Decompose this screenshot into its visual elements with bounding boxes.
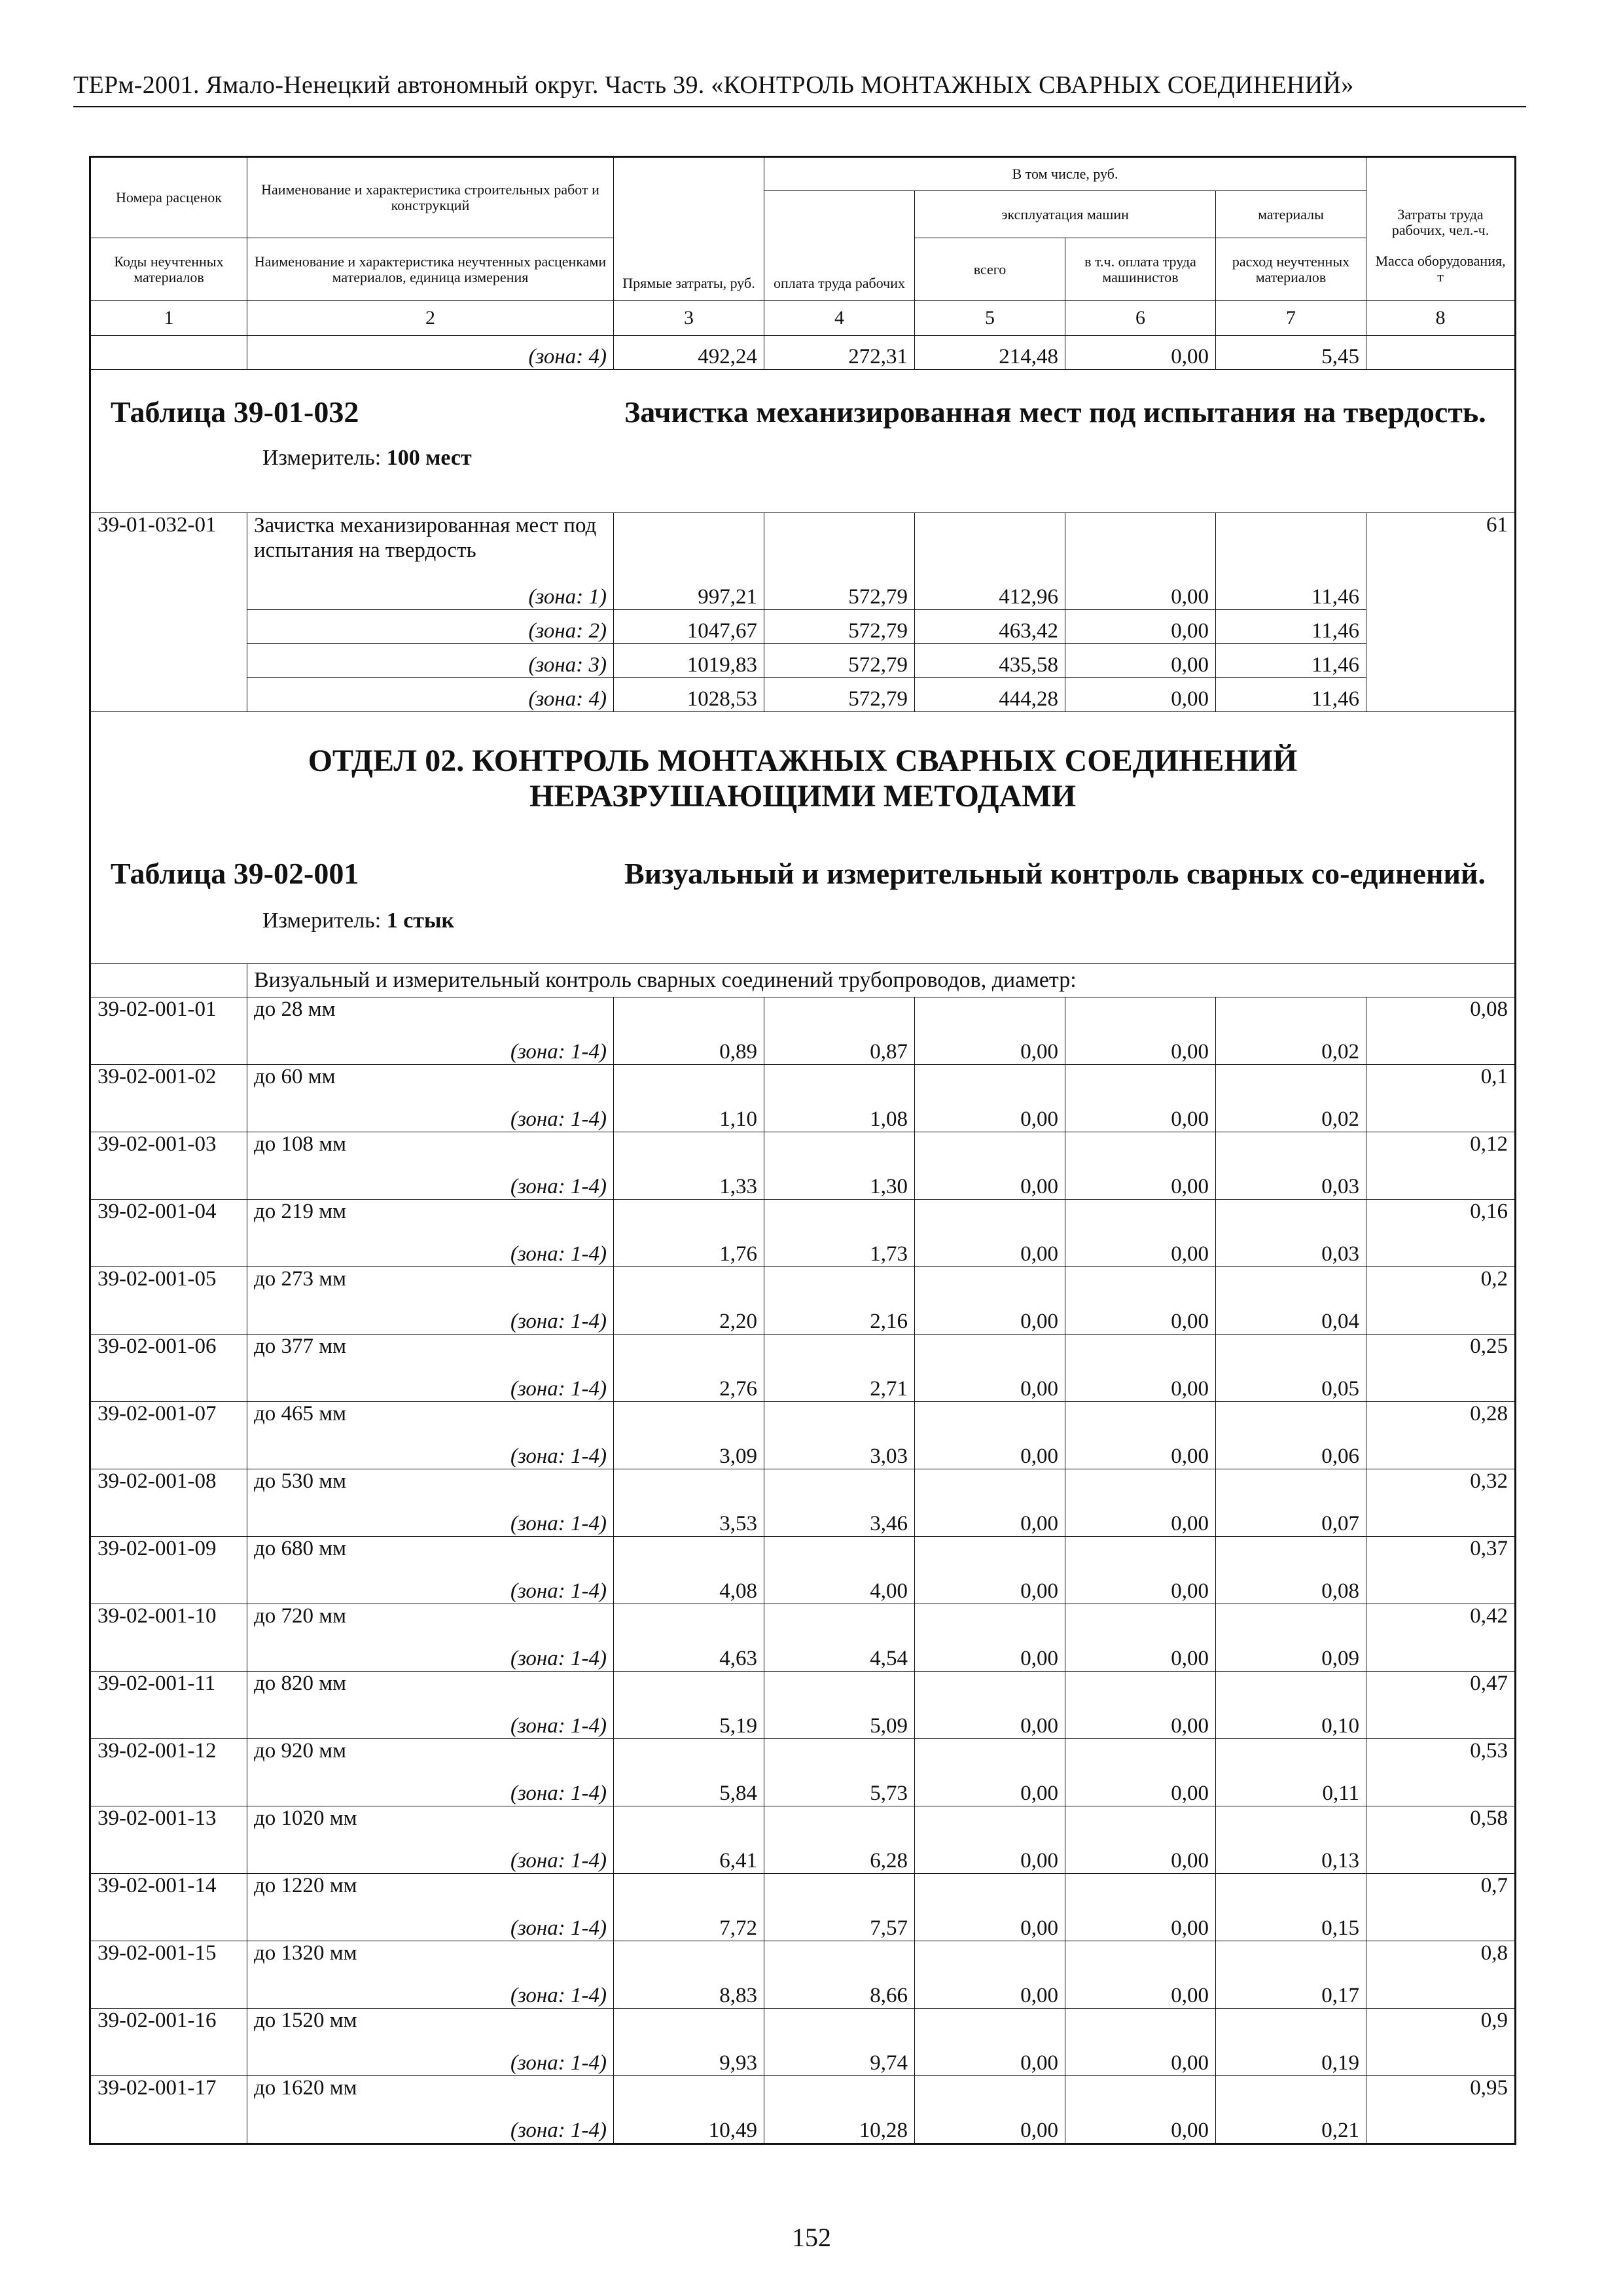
zone-row — [90, 1435, 1516, 1469]
item-row — [90, 1806, 1516, 1840]
zone-label: (зона: 4) — [247, 677, 614, 711]
materials-cost: 0,02 — [1216, 1098, 1366, 1132]
labor-hours: 0,32 — [1366, 1469, 1516, 1503]
item-code: 39-02-001-03 — [90, 1132, 247, 1166]
table-39-01-032-header — [90, 370, 1516, 513]
machines-cost: 0,00 — [915, 1570, 1065, 1604]
labor-cost: 4,54 — [764, 1638, 915, 1672]
item-code: 39-02-001-04 — [90, 1199, 247, 1233]
labor-hours: 0,1 — [1366, 1064, 1516, 1098]
labor-hours: 0,53 — [1366, 1738, 1516, 1772]
machines-cost: 214,48 — [915, 336, 1065, 370]
col7-header-top: материалы — [1216, 191, 1366, 238]
col6-header: в т.ч. оплата труда машинистов — [1065, 238, 1216, 301]
item-name: до 377 мм — [247, 1334, 614, 1368]
operators-cost: 0,00 — [1065, 336, 1216, 370]
item-row — [90, 1064, 1516, 1098]
direct-cost: 1028,53 — [614, 677, 764, 711]
operators-cost: 0,00 — [1065, 1975, 1216, 2009]
operators-cost: 0,00 — [1065, 1907, 1216, 1941]
measure-value: 1 стык — [386, 908, 455, 933]
item-row — [90, 1469, 1516, 1503]
col4-header: оплата труда рабочих — [764, 191, 915, 301]
machines-cost: 0,00 — [915, 1907, 1065, 1941]
materials-cost: 0,05 — [1216, 1368, 1366, 1402]
zone-label: (зона: 1-4) — [247, 1233, 614, 1267]
machines-cost: 0,00 — [915, 1368, 1065, 1402]
machines-cost: 0,00 — [915, 1705, 1065, 1739]
item-name: до 720 мм — [247, 1604, 614, 1638]
operators-cost: 0,00 — [1065, 1772, 1216, 1806]
operators-cost: 0,00 — [1065, 1705, 1216, 1739]
materials-cost: 11,46 — [1216, 609, 1366, 643]
price-table — [89, 156, 1516, 2145]
labor-cost: 6,28 — [764, 1840, 915, 1874]
machines-cost: 0,00 — [915, 1772, 1065, 1806]
labor-hours: 0,12 — [1366, 1132, 1516, 1166]
zone-label: (зона: 1-4) — [247, 1772, 614, 1806]
materials-cost: 11,46 — [1216, 576, 1366, 610]
direct-cost: 0,89 — [614, 1031, 764, 1065]
zone-label: (зона: 1-4) — [247, 1907, 614, 1941]
operators-cost: 0,00 — [1065, 1840, 1216, 1874]
materials-cost: 0,17 — [1216, 1975, 1366, 2009]
subheader-text: Визуальный и измерительный контроль сварных соединений трубопроводов, диаметр: — [247, 963, 1516, 997]
labor-cost: 2,71 — [764, 1368, 915, 1402]
labor-cost: 7,57 — [764, 1907, 915, 1941]
item-row — [90, 1738, 1516, 1772]
labor-hours: 0,37 — [1366, 1536, 1516, 1570]
materials-cost: 0,19 — [1216, 2042, 1366, 2076]
column-number: 8 — [1366, 301, 1516, 336]
table-39-02-001-body — [90, 997, 1516, 2144]
item-row — [90, 997, 1516, 1031]
measure-label: Измеритель: — [262, 908, 382, 933]
col1-header-bottom: Коды неучтенных материалов — [90, 238, 247, 301]
zone-row — [90, 643, 1516, 677]
col7-header-bottom: расход неучтенных материалов — [1216, 238, 1366, 301]
labor-hours: 0,28 — [1366, 1401, 1516, 1435]
labor-cost: 572,79 — [764, 643, 915, 677]
item-name: до 1220 мм — [247, 1873, 614, 1907]
zone-label: (зона: 1-4) — [247, 1975, 614, 2009]
item-code: 39-02-001-06 — [90, 1334, 247, 1368]
machines-cost: 0,00 — [915, 1166, 1065, 1200]
zone-row — [90, 1300, 1516, 1335]
operators-cost: 0,00 — [1065, 576, 1216, 610]
measure-label: Измеритель: — [262, 446, 382, 470]
labor-hours: 0,9 — [1366, 2008, 1516, 2042]
machines-cost: 0,00 — [915, 2109, 1065, 2144]
direct-cost: 1019,83 — [614, 643, 764, 677]
item-code: 39-02-001-13 — [90, 1806, 247, 1840]
item-row — [90, 1401, 1516, 1435]
item-name: до 465 мм — [247, 1401, 614, 1435]
item-name: до 920 мм — [247, 1738, 614, 1772]
item-row — [90, 513, 1516, 576]
column-number: 6 — [1065, 301, 1216, 336]
item-code: 39-02-001-02 — [90, 1064, 247, 1098]
carry-over-row — [90, 336, 1516, 370]
col3-header: Прямые затраты, руб. — [614, 157, 764, 301]
column-number: 3 — [614, 301, 764, 336]
column-number: 1 — [90, 301, 247, 336]
labor-cost: 572,79 — [764, 576, 915, 610]
col2-header-top: Наименование и характеристика строительных работ и конструкций — [247, 157, 614, 238]
zone-label: (зона: 1-4) — [247, 1503, 614, 1537]
labor-hours: 61 — [1366, 513, 1516, 576]
materials-cost: 11,46 — [1216, 677, 1366, 711]
zone-row — [90, 2042, 1516, 2076]
materials-cost: 11,46 — [1216, 643, 1366, 677]
operators-cost: 0,00 — [1065, 1233, 1216, 1267]
operators-cost: 0,00 — [1065, 1638, 1216, 1672]
labor-cost: 1,73 — [764, 1233, 915, 1267]
labor-cost: 8,66 — [764, 1975, 915, 2009]
item-row — [90, 2008, 1516, 2042]
materials-cost: 0,11 — [1216, 1772, 1366, 1806]
labor-cost: 5,09 — [764, 1705, 915, 1739]
zone-label: (зона: 2) — [247, 609, 614, 643]
zone-row — [90, 576, 1516, 610]
machines-cost: 0,00 — [915, 2042, 1065, 2076]
zone-label: (зона: 1-4) — [247, 1705, 614, 1739]
zone-row — [90, 1772, 1516, 1806]
included-header: В том числе, руб. — [764, 157, 1366, 191]
direct-cost: 1,76 — [614, 1233, 764, 1267]
item-name: до 60 мм — [247, 1064, 614, 1098]
item-name: до 820 мм — [247, 1671, 614, 1705]
labor-cost: 10,28 — [764, 2109, 915, 2144]
materials-cost: 0,09 — [1216, 1638, 1366, 1672]
operators-cost: 0,00 — [1065, 1166, 1216, 1200]
direct-cost: 10,49 — [614, 2109, 764, 2144]
machines-cost: 412,96 — [915, 576, 1065, 610]
materials-cost: 0,03 — [1216, 1166, 1366, 1200]
item-code: 39-02-001-09 — [90, 1536, 247, 1570]
item-name: до 28 мм — [247, 997, 614, 1031]
machines-cost: 0,00 — [915, 1098, 1065, 1132]
materials-cost: 0,02 — [1216, 1031, 1366, 1065]
measure-line — [262, 446, 1495, 471]
zone-label: (зона: 1-4) — [247, 1570, 614, 1604]
labor-cost: 5,73 — [764, 1772, 915, 1806]
labor-hours: 0,08 — [1366, 997, 1516, 1031]
zone-label: (зона: 1-4) — [247, 1031, 614, 1065]
zone-row — [90, 677, 1516, 711]
operators-cost: 0,00 — [1065, 2042, 1216, 2076]
zone-row — [90, 1975, 1516, 2009]
item-row — [90, 1199, 1516, 1233]
machines-cost: 0,00 — [915, 1031, 1065, 1065]
column-number: 7 — [1216, 301, 1366, 336]
operators-cost: 0,00 — [1065, 677, 1216, 711]
col8-header-top: Затраты труда рабочих, чел.-ч. — [1366, 157, 1516, 238]
zone-row — [90, 1907, 1516, 1941]
item-code: 39-02-001-12 — [90, 1738, 247, 1772]
item-code: 39-02-001-17 — [90, 2075, 247, 2109]
subheader-row — [90, 963, 1516, 997]
labor-cost: 572,79 — [764, 609, 915, 643]
zone-label: (зона: 1) — [247, 576, 614, 610]
item-name: до 273 мм — [247, 1266, 614, 1300]
labor-cost: 3,03 — [764, 1435, 915, 1469]
operators-cost: 0,00 — [1065, 2109, 1216, 2144]
zone-label: (зона: 1-4) — [247, 1638, 614, 1672]
zone-label: (зона: 3) — [247, 643, 614, 677]
machines-cost: 444,28 — [915, 677, 1065, 711]
zone-label: (зона: 1-4) — [247, 1300, 614, 1335]
labor-hours: 0,58 — [1366, 1806, 1516, 1840]
direct-cost: 1,10 — [614, 1098, 764, 1132]
zone-row — [90, 609, 1516, 643]
item-row — [90, 1536, 1516, 1570]
item-row — [90, 1132, 1516, 1166]
zone-label: (зона: 1-4) — [247, 1166, 614, 1200]
zone-row — [90, 1031, 1516, 1065]
zone-label: (зона: 1-4) — [247, 1435, 614, 1469]
machines-cost: 0,00 — [915, 1503, 1065, 1537]
page-header: ТЕРм-2001. Ямало-Ненецкий автономный округ. Часть 39. «КОНТРОЛЬ МОНТАЖНЫХ СВАРНЫХ СОЕДИНЕНИЙ» — [73, 71, 1354, 99]
operators-cost: 0,00 — [1065, 643, 1216, 677]
item-code: 39-01-032-01 — [90, 513, 247, 576]
item-code: 39-02-001-07 — [90, 1401, 247, 1435]
materials-cost: 5,45 — [1216, 336, 1366, 370]
column-numbers — [90, 301, 1516, 336]
item-code: 39-02-001-14 — [90, 1873, 247, 1907]
machines-header: эксплуатация машин — [915, 191, 1216, 238]
item-code: 39-02-001-10 — [90, 1604, 247, 1638]
labor-cost: 1,30 — [764, 1166, 915, 1200]
labor-cost: 1,08 — [764, 1098, 915, 1132]
labor-cost: 4,00 — [764, 1570, 915, 1604]
operators-cost: 0,00 — [1065, 609, 1216, 643]
direct-cost: 5,84 — [614, 1772, 764, 1806]
item-code: 39-02-001-16 — [90, 2008, 247, 2042]
item-row — [90, 1334, 1516, 1368]
item-name: Зачистка механизированная мест под испытания на твердость — [247, 513, 614, 576]
zone-row — [90, 1638, 1516, 1672]
zone-label: (зона: 1-4) — [247, 2042, 614, 2076]
zone-row — [90, 1503, 1516, 1537]
labor-hours: 0,42 — [1366, 1604, 1516, 1638]
direct-cost: 1,33 — [614, 1166, 764, 1200]
zone-row — [90, 1368, 1516, 1402]
measure-value: 100 мест — [386, 446, 472, 470]
labor-hours: 0,95 — [1366, 2075, 1516, 2109]
operators-cost: 0,00 — [1065, 1098, 1216, 1132]
operators-cost: 0,00 — [1065, 1368, 1216, 1402]
item-name: до 1620 мм — [247, 2075, 614, 2109]
machines-cost: 463,42 — [915, 609, 1065, 643]
machines-cost: 0,00 — [915, 1975, 1065, 2009]
direct-cost: 7,72 — [614, 1907, 764, 1941]
direct-cost: 9,93 — [614, 2042, 764, 2076]
item-code: 39-02-001-15 — [90, 1941, 247, 1975]
section-title-line: НЕРАЗРУШАЮЩИМИ МЕТОДАМИ — [529, 778, 1076, 814]
zone-label: (зона: 1-4) — [247, 2109, 614, 2144]
labor-hours: 0,8 — [1366, 1941, 1516, 1975]
item-code: 39-02-001-05 — [90, 1266, 247, 1300]
table-title: Таблица 39-02-001 — [111, 856, 359, 890]
table-title: Таблица 39-01-032 — [111, 395, 359, 429]
table-description: Визуальный и измерительный контроль сварных со-единений. — [624, 856, 1486, 890]
materials-cost: 0,07 — [1216, 1503, 1366, 1537]
materials-cost: 0,03 — [1216, 1233, 1366, 1267]
materials-cost: 0,10 — [1216, 1705, 1366, 1739]
col2-header-bottom: Наименование и характеристика неучтенных расценками материалов, единица измерения — [247, 238, 614, 301]
zone-row — [90, 1570, 1516, 1604]
machines-cost: 435,58 — [915, 643, 1065, 677]
machines-cost: 0,00 — [915, 1300, 1065, 1335]
operators-cost: 0,00 — [1065, 1300, 1216, 1335]
item-row — [90, 1266, 1516, 1300]
materials-cost: 0,04 — [1216, 1300, 1366, 1335]
zone-label: (зона: 1-4) — [247, 1368, 614, 1402]
col5-header: всего — [915, 238, 1065, 301]
direct-cost: 3,09 — [614, 1435, 764, 1469]
zone-row — [90, 1166, 1516, 1200]
labor-hours: 0,16 — [1366, 1199, 1516, 1233]
labor-cost: 272,31 — [764, 336, 915, 370]
direct-cost: 6,41 — [614, 1840, 764, 1874]
direct-cost: 997,21 — [614, 576, 764, 610]
direct-cost: 3,53 — [614, 1503, 764, 1537]
labor-hours: 0,25 — [1366, 1334, 1516, 1368]
direct-cost: 4,63 — [614, 1638, 764, 1672]
column-number: 4 — [764, 301, 915, 336]
item-name: до 108 мм — [247, 1132, 614, 1166]
item-name: до 680 мм — [247, 1536, 614, 1570]
item-row — [90, 1873, 1516, 1907]
materials-cost: 0,06 — [1216, 1435, 1366, 1469]
header-rule — [73, 106, 1526, 107]
materials-cost: 0,21 — [1216, 2109, 1366, 2144]
labor-hours: 0,7 — [1366, 1873, 1516, 1907]
labor-cost: 572,79 — [764, 677, 915, 711]
zone-row — [90, 2109, 1516, 2144]
direct-cost: 492,24 — [614, 336, 764, 370]
item-code: 39-02-001-11 — [90, 1671, 247, 1705]
machines-cost: 0,00 — [915, 1233, 1065, 1267]
item-name: до 219 мм — [247, 1199, 614, 1233]
column-number: 5 — [915, 301, 1065, 336]
item-row — [90, 1671, 1516, 1705]
machines-cost: 0,00 — [915, 1840, 1065, 1874]
zone-label: (зона: 4) — [247, 336, 614, 370]
item-code: 39-02-001-01 — [90, 997, 247, 1031]
labor-hours: 0,47 — [1366, 1671, 1516, 1705]
operators-cost: 0,00 — [1065, 1031, 1216, 1065]
direct-cost: 1047,67 — [614, 609, 764, 643]
table-description: Зачистка механизированная мест под испытания на твердость. — [624, 395, 1486, 429]
operators-cost: 0,00 — [1065, 1435, 1216, 1469]
section-title-line: ОТДЕЛ 02. КОНТРОЛЬ МОНТАЖНЫХ СВАРНЫХ СОЕДИНЕНИЙ — [308, 743, 1298, 778]
item-row — [90, 2075, 1516, 2109]
zone-row — [90, 1705, 1516, 1739]
item-name: до 1520 мм — [247, 2008, 614, 2042]
labor-hours: 0,2 — [1366, 1266, 1516, 1300]
materials-cost: 0,08 — [1216, 1570, 1366, 1604]
item-name: до 530 мм — [247, 1469, 614, 1503]
zone-row — [90, 1233, 1516, 1267]
item-code: 39-02-001-08 — [90, 1469, 247, 1503]
section-and-table-39-02-001-header — [90, 711, 1516, 963]
col1-header-top: Номера расценок — [90, 157, 247, 238]
labor-cost: 9,74 — [764, 2042, 915, 2076]
labor-cost: 3,46 — [764, 1503, 915, 1537]
item-row — [90, 1941, 1516, 1975]
machines-cost: 0,00 — [915, 1638, 1065, 1672]
direct-cost: 2,76 — [614, 1368, 764, 1402]
measure-line — [262, 908, 1495, 933]
section-title — [111, 744, 1495, 814]
zone-label: (зона: 1-4) — [247, 1098, 614, 1132]
direct-cost: 2,20 — [614, 1300, 764, 1335]
item-name: до 1020 мм — [247, 1806, 614, 1840]
direct-cost: 5,19 — [614, 1705, 764, 1739]
item-row — [90, 1604, 1516, 1638]
direct-cost: 4,08 — [614, 1570, 764, 1604]
page-number: 152 — [792, 2223, 831, 2252]
labor-cost: 0,87 — [764, 1031, 915, 1065]
materials-cost: 0,13 — [1216, 1840, 1366, 1874]
zone-row — [90, 1840, 1516, 1874]
materials-cost: 0,15 — [1216, 1907, 1366, 1941]
direct-cost: 8,83 — [614, 1975, 764, 2009]
item-name: до 1320 мм — [247, 1941, 614, 1975]
column-number: 2 — [247, 301, 614, 336]
labor-cost: 2,16 — [764, 1300, 915, 1335]
machines-cost: 0,00 — [915, 1435, 1065, 1469]
zone-row — [90, 1098, 1516, 1132]
operators-cost: 0,00 — [1065, 1570, 1216, 1604]
operators-cost: 0,00 — [1065, 1503, 1216, 1537]
col8-header-bottom: Масса оборудования, т — [1366, 238, 1516, 301]
zone-label: (зона: 1-4) — [247, 1840, 614, 1874]
